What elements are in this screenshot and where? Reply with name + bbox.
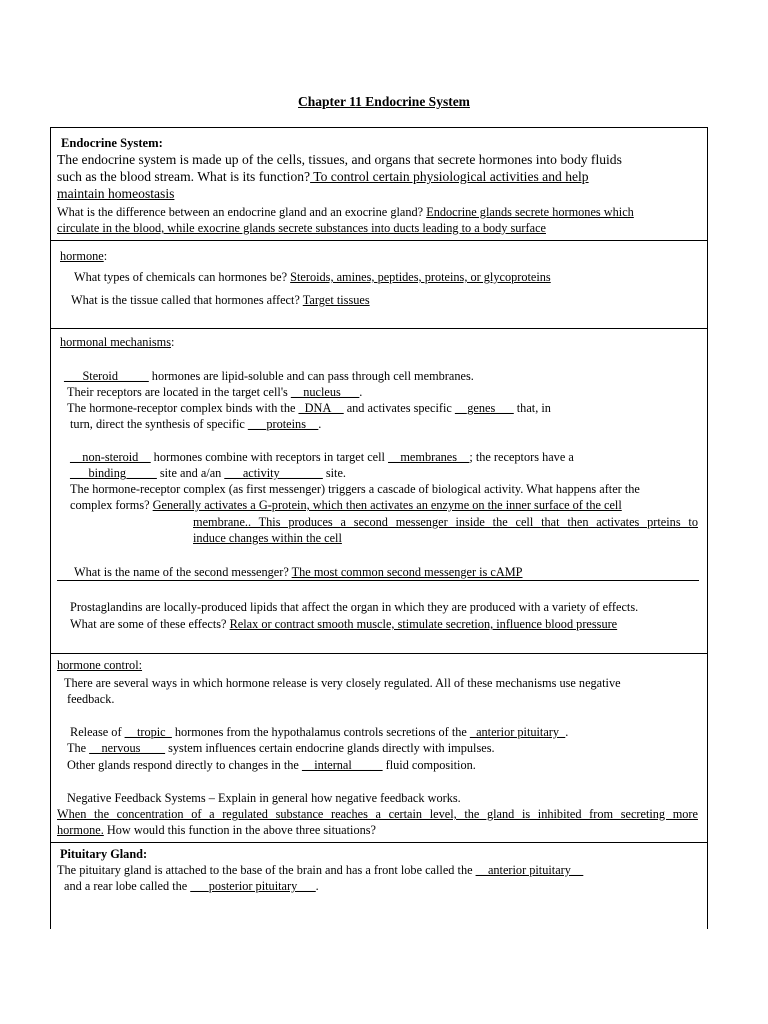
release-line2: The __nervous____ system influences certain endocrine glands directly with impulses.	[67, 741, 495, 755]
steroid-line3: The hormone-receptor complex binds with the _DNA__ and activates specific __genes___ that, in	[67, 401, 551, 415]
steroid-line4: turn, direct the synthesis of specific ___proteins__.	[70, 417, 322, 431]
steroid-line2: Their receptors are located in the target cell's __nucleus___.	[67, 385, 363, 399]
nonsteroid-line4: complex forms? Generally activates a G-protein, which then activates an enzyme on the inner surface of the cell	[70, 498, 622, 512]
pituitary-line1: The pituitary gland is attached to the base of the brain and has a front lobe called the __anterior pituitary__	[57, 863, 584, 877]
negative-feedback-line3: hormone. How would this function in the above three situations?	[57, 823, 376, 837]
divider	[57, 580, 699, 581]
page-title: Chapter 11 Endocrine System	[298, 94, 470, 109]
negative-feedback-prompt: Negative Feedback Systems – Explain in general how negative feedback works.	[67, 791, 461, 805]
negative-feedback-answer: When the concentration of a regulated substance reaches a certain level, the gland is inhibited from secreting more	[57, 807, 698, 821]
hormone-target-tissue: What is the tissue called that hormones affect? Target tissues	[71, 293, 370, 307]
control-intro-line2: feedback.	[67, 692, 115, 706]
hormone-chem-types: What types of chemicals can hormones be? Steroids, amines, peptides, proteins, or glycoproteins	[74, 270, 551, 284]
nonsteroid-line6: induce changes within the cell	[193, 531, 342, 545]
endocrine-function-answer: maintain homeostasis	[57, 186, 175, 201]
release-line3: Other glands respond directly to changes in the __internal_____ fluid composition.	[67, 758, 476, 772]
nonsteroid-line5: membrane.. This produces a second messenger inside the cell that then activates prteins to	[193, 515, 698, 529]
hormone-heading: hormone:	[60, 249, 108, 263]
endocrine-intro-line1: The endocrine system is made up of the cells, tissues, and organs that secrete hormones into body fluids	[57, 152, 622, 167]
steroid-line1: ___Steroid_____ hormones are lipid-soluble and can pass through cell membranes.	[64, 369, 474, 383]
endocrine-heading: Endocrine System:	[61, 136, 163, 150]
nonsteroid-line3: The hormone-receptor complex (as first messenger) triggers a cascade of biological activity. What happens after the	[70, 482, 640, 496]
mechanisms-heading: hormonal mechanisms:	[60, 335, 175, 349]
control-heading: hormone control:	[57, 658, 143, 672]
endocrine-intro-line2: such as the blood stream. What is its function? To control certain physiological activities and help	[57, 169, 589, 184]
gland-difference-line1: What is the difference between an endocrine gland and an exocrine gland? Endocrine glands secrete hormones which	[57, 205, 634, 219]
prostaglandins-line2: What are some of these effects? Relax or contract smooth muscle, stimulate secretion, influence blood pressure	[70, 617, 618, 631]
control-intro-line1: There are several ways in which hormone release is very closely regulated. All of these mechanisms use negative	[64, 676, 621, 690]
nonsteroid-line2: ___binding_____ site and a/an ___activity_______ site.	[70, 466, 346, 480]
pituitary-line2: and a rear lobe called the ___posterior pituitary___.	[64, 879, 319, 893]
nonsteroid-line1: __non-steroid__ hormones combine with receptors in target cell __membranes__; the receptors have a	[70, 450, 574, 464]
release-line1: Release of __tropic_ hormones from the hypothalamus controls secretions of the _anterior pituitary_.	[70, 725, 569, 739]
second-messenger-line: What is the name of the second messenger? The most common second messenger is cAMP	[74, 565, 523, 579]
pituitary-heading: Pituitary Gland:	[60, 847, 148, 861]
prostaglandins-line1: Prostaglandins are locally-produced lipids that affect the organ in which they are produced with a variety of effects.	[70, 600, 639, 614]
gland-difference-line2: circulate in the blood, while exocrine glands secrete substances into ducts leading to a body surface	[57, 221, 546, 235]
